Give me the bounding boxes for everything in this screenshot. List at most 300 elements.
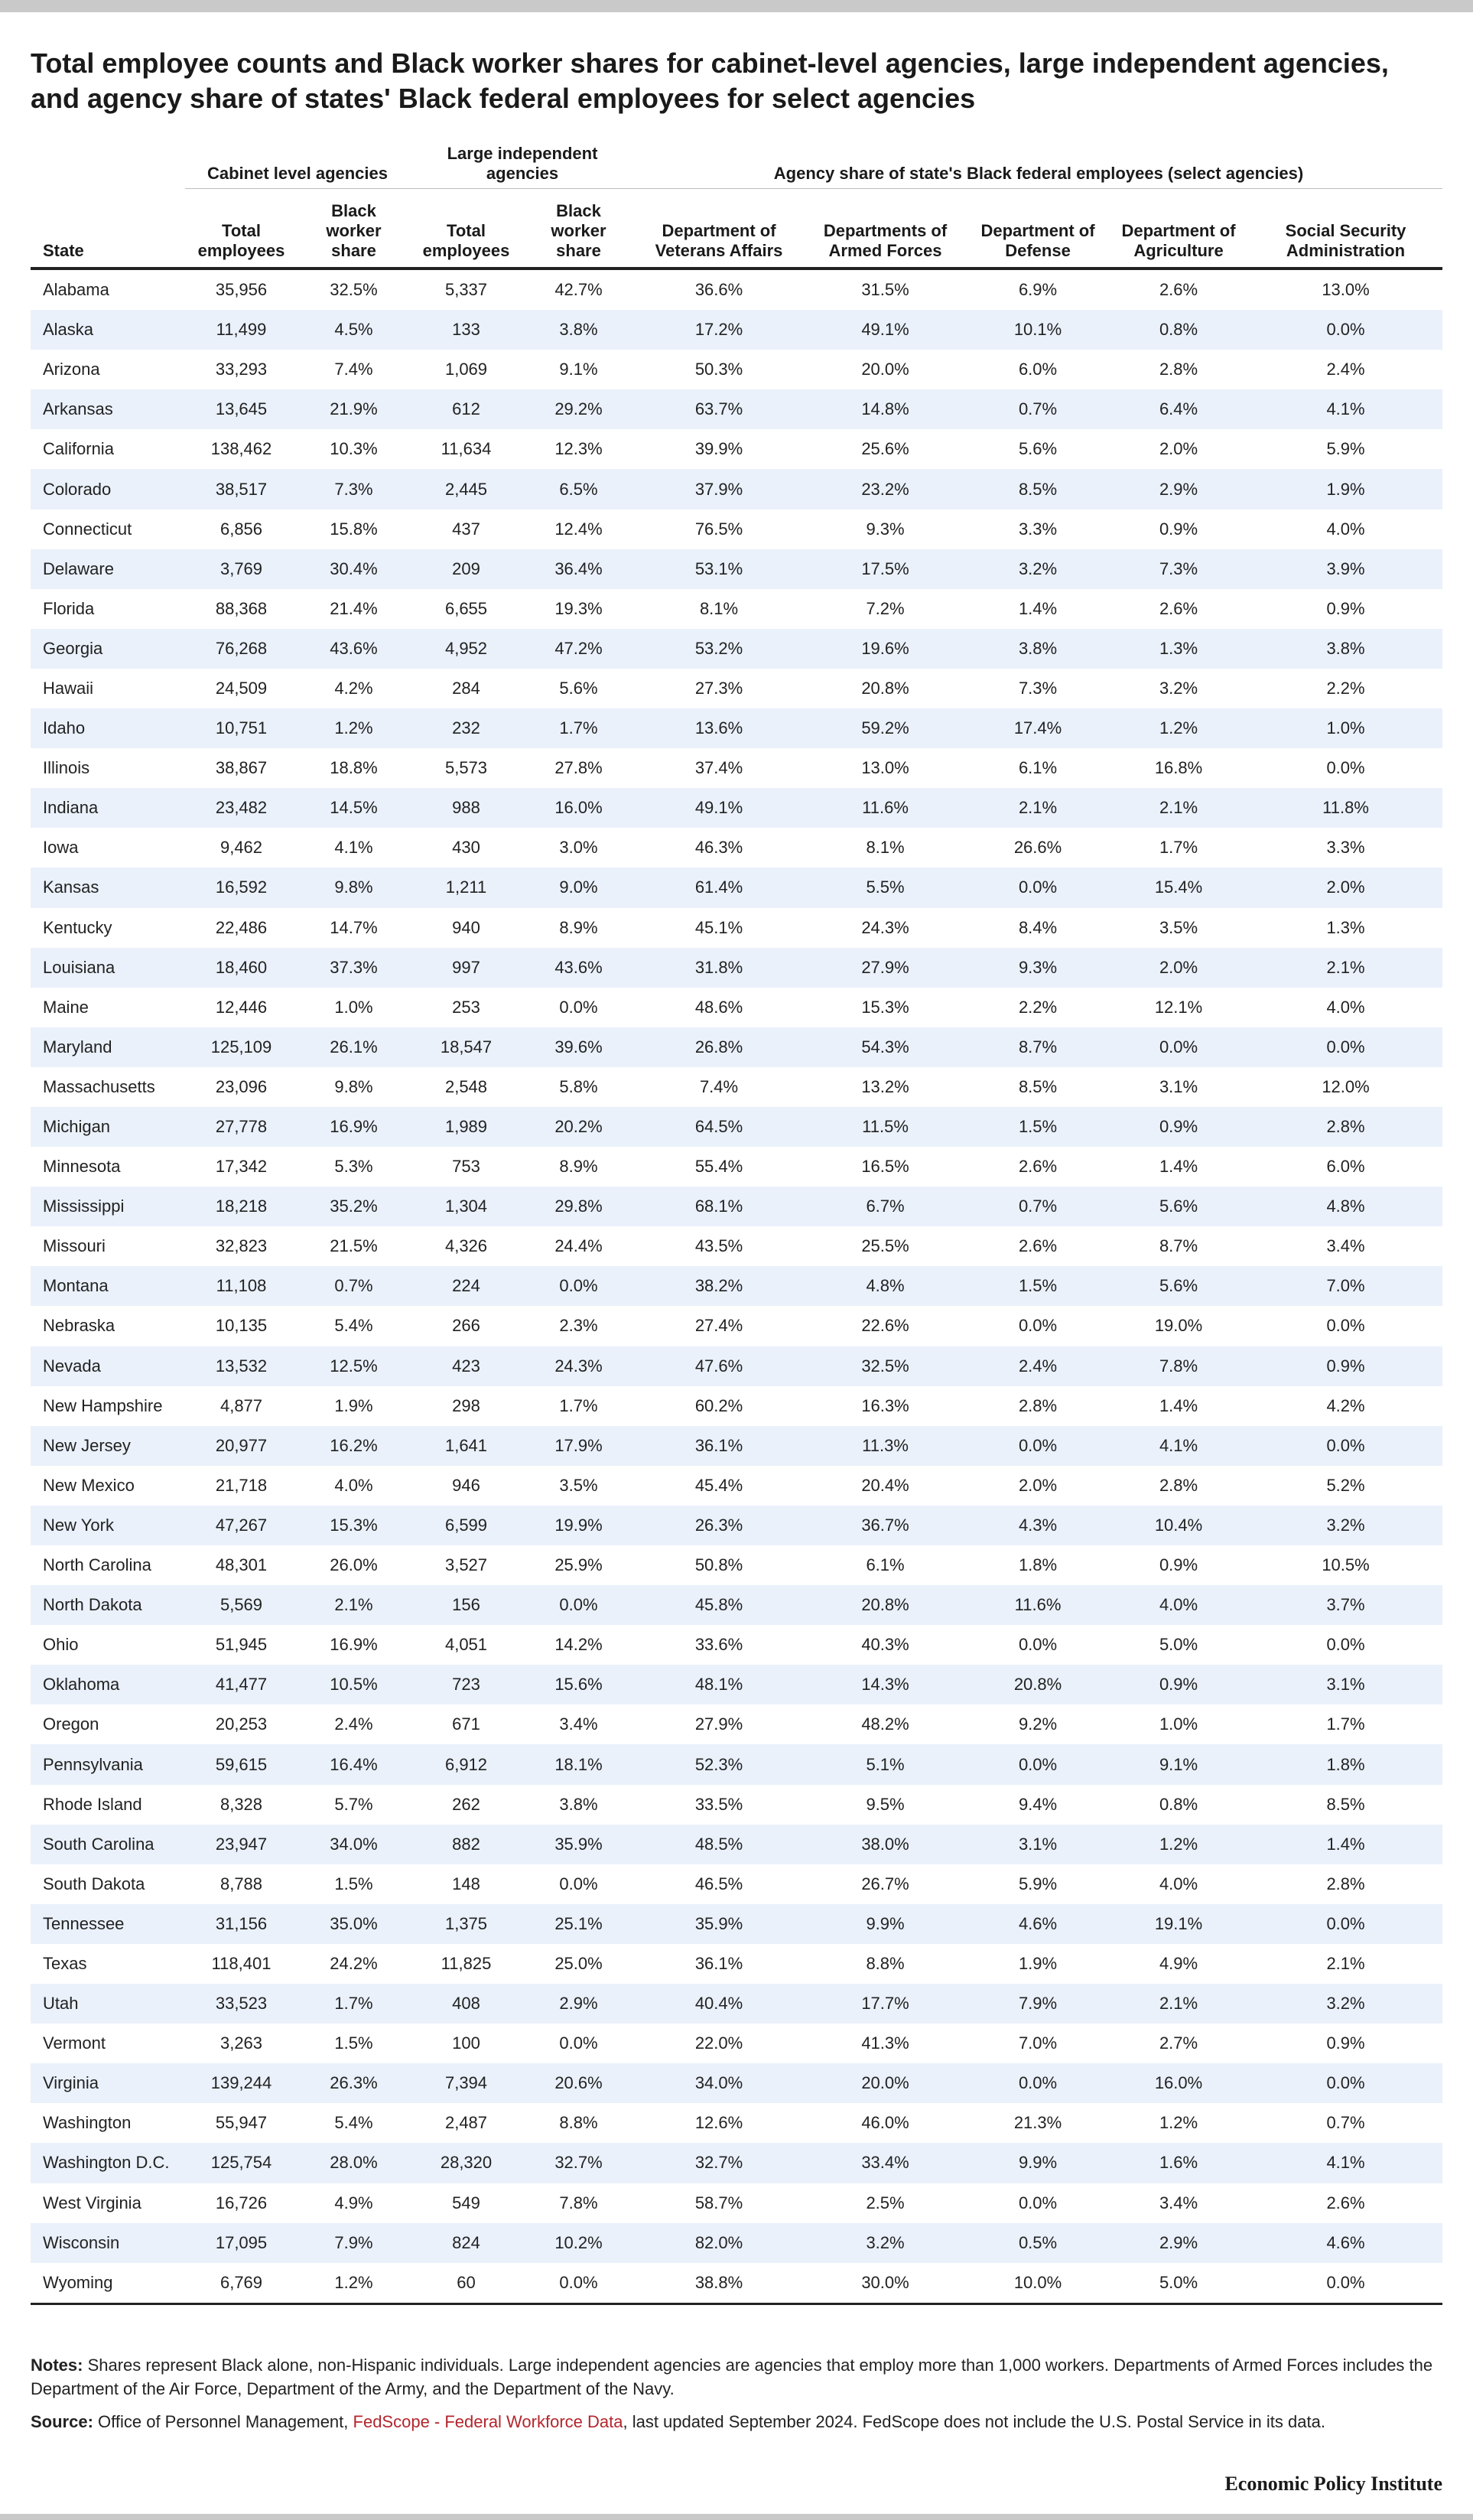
column-header-state: State — [31, 189, 185, 269]
cell-cabinet-total: 16,592 — [185, 868, 298, 907]
cell-agriculture: 5.0% — [1159, 1635, 1198, 1655]
cell-veterans-affairs: 43.5% — [694, 1236, 743, 1256]
data-table — [31, 132, 1442, 2305]
cell-cabinet-total: 13,645 — [185, 389, 298, 429]
cell-independent-black-share: 25.0% — [554, 1953, 603, 1973]
cell-cabinet-total: 138,462 — [210, 439, 272, 459]
cell-independent-total: 423 — [410, 1346, 522, 1386]
cell-ssa: 0.0% — [1326, 1635, 1365, 1655]
cell-cabinet-total: 13,532 — [185, 1346, 298, 1386]
cell-state: Hawaii — [43, 678, 94, 698]
cell-veterans-affairs: 35.9% — [635, 1904, 803, 1944]
cell-armed-forces: 27.9% — [803, 948, 967, 988]
cell-agriculture: 0.9% — [1108, 1665, 1249, 1704]
cell-veterans-affairs: 55.4% — [694, 1157, 743, 1177]
cell-independent-total: 1,989 — [410, 1107, 522, 1147]
cell-veterans-affairs: 32.7% — [635, 2143, 803, 2183]
cell-armed-forces: 14.8% — [803, 389, 967, 429]
table-row — [31, 2063, 1442, 2103]
cell-independent-total: 408 — [410, 1984, 522, 2023]
cell-ssa: 4.8% — [1249, 1187, 1442, 1226]
cell-state: Texas — [43, 1953, 87, 1973]
cell-independent-total: 671 — [452, 1714, 480, 1734]
cell-agriculture: 2.8% — [1159, 360, 1198, 379]
cell-state: Washington D.C. — [31, 2143, 185, 2183]
cell-cabinet-black-share: 26.1% — [298, 1027, 410, 1067]
cell-armed-forces: 2.5% — [866, 2193, 905, 2212]
cell-independent-black-share: 8.9% — [559, 1157, 598, 1177]
cell-ssa: 4.1% — [1249, 389, 1442, 429]
cell-veterans-affairs: 53.2% — [635, 629, 803, 669]
table-row — [31, 1027, 1442, 1067]
cell-state: Mississippi — [31, 1187, 185, 1226]
cell-state: Ohio — [43, 1635, 79, 1655]
table-row — [31, 2103, 1442, 2143]
cell-cabinet-total: 4,877 — [219, 1395, 263, 1415]
cell-veterans-affairs: 38.2% — [635, 1266, 803, 1306]
cell-agriculture: 4.0% — [1108, 1585, 1249, 1625]
table-row — [31, 2023, 1442, 2063]
cell-state: Illinois — [43, 758, 90, 778]
cell-state: North Dakota — [31, 1585, 185, 1625]
table-row — [31, 269, 1442, 310]
cell-armed-forces: 20.4% — [861, 1475, 909, 1495]
cell-cabinet-black-share: 21.4% — [330, 598, 378, 618]
cell-ssa: 0.7% — [1326, 2113, 1365, 2133]
cell-independent-total: 6,599 — [410, 1506, 522, 1545]
cell-ssa: 8.5% — [1326, 1794, 1365, 1814]
cell-cabinet-total: 23,482 — [185, 788, 298, 828]
cell-armed-forces: 24.3% — [861, 917, 909, 937]
cell-independent-black-share: 14.2% — [554, 1635, 603, 1655]
cell-independent-total: 6,655 — [444, 598, 488, 618]
cell-veterans-affairs: 8.1% — [699, 598, 739, 618]
cell-veterans-affairs: 48.1% — [635, 1665, 803, 1704]
cell-cabinet-black-share: 12.5% — [298, 1346, 410, 1386]
cell-agriculture: 10.4% — [1108, 1506, 1249, 1545]
cell-defense: 0.0% — [967, 868, 1108, 907]
cell-cabinet-total: 18,460 — [185, 948, 298, 988]
cell-cabinet-total: 3,769 — [185, 549, 298, 589]
cell-independent-black-share: 18.1% — [522, 1744, 635, 1784]
cell-cabinet-black-share: 15.8% — [330, 519, 378, 539]
cell-armed-forces: 14.3% — [803, 1665, 967, 1704]
cell-state: New Mexico — [43, 1475, 135, 1495]
cell-agriculture: 1.2% — [1108, 1825, 1249, 1864]
cell-armed-forces: 7.2% — [866, 598, 905, 618]
table-row — [31, 868, 1442, 907]
cell-veterans-affairs: 26.8% — [635, 1027, 803, 1067]
cell-agriculture: 0.9% — [1159, 519, 1198, 539]
cell-agriculture: 1.0% — [1159, 1714, 1198, 1734]
cell-agriculture: 4.9% — [1159, 1953, 1198, 1973]
cell-ssa: 4.6% — [1249, 2223, 1442, 2263]
cell-veterans-affairs: 26.3% — [635, 1506, 803, 1545]
table-row — [31, 1944, 1442, 1984]
cell-armed-forces: 20.8% — [861, 678, 909, 698]
cell-state: Maine — [43, 997, 89, 1017]
cell-defense: 8.7% — [967, 1027, 1108, 1067]
cell-ssa: 1.4% — [1249, 1825, 1442, 1864]
cell-independent-total: 11,825 — [441, 1953, 492, 1973]
cell-defense: 7.9% — [967, 1984, 1108, 2023]
cell-veterans-affairs: 50.8% — [694, 1555, 743, 1575]
cell-cabinet-black-share: 9.8% — [334, 1076, 373, 1096]
cell-independent-black-share: 0.0% — [559, 2033, 598, 2053]
cell-veterans-affairs: 52.3% — [635, 1744, 803, 1784]
cell-veterans-affairs: 36.1% — [694, 1953, 743, 1973]
cell-ssa: 0.9% — [1326, 598, 1365, 618]
cell-independent-total: 156 — [410, 1585, 522, 1625]
cell-independent-total: 612 — [410, 389, 522, 429]
cell-independent-total: 224 — [410, 1266, 522, 1306]
cell-cabinet-total: 24,509 — [215, 678, 268, 698]
table-row — [31, 2223, 1442, 2263]
cell-agriculture: 2.7% — [1159, 2033, 1198, 2053]
cell-armed-forces: 46.0% — [861, 2113, 909, 2133]
cell-state: Tennessee — [31, 1904, 185, 1944]
cell-ssa: 13.0% — [1322, 280, 1370, 300]
cell-state: Connecticut — [43, 519, 132, 539]
cell-ssa: 2.1% — [1326, 1953, 1365, 1973]
cell-armed-forces: 5.5% — [803, 868, 967, 907]
cell-state: New Jersey — [31, 1426, 185, 1466]
table-row — [31, 948, 1442, 988]
cell-agriculture: 3.2% — [1159, 678, 1198, 698]
group-header-agency-share: Agency share of state's Black federal employees (select agencies) — [635, 132, 1442, 189]
column-header-defense: Department of Defense — [967, 189, 1108, 269]
cell-ssa: 2.0% — [1249, 868, 1442, 907]
cell-state: Indiana — [31, 788, 185, 828]
table-row — [31, 2183, 1442, 2223]
cell-defense: 0.0% — [1018, 2193, 1058, 2212]
cell-cabinet-black-share: 4.1% — [334, 838, 373, 858]
cell-independent-black-share: 29.8% — [522, 1187, 635, 1226]
cell-agriculture: 1.6% — [1108, 2143, 1249, 2183]
cell-cabinet-black-share: 0.7% — [298, 1266, 410, 1306]
cell-defense: 21.3% — [1013, 2113, 1062, 2133]
cell-agriculture: 5.6% — [1108, 1266, 1249, 1306]
cell-independent-total: 7,394 — [410, 2063, 522, 2103]
chart-title: Total employee counts and Black worker shares for cabinet-level agencies, large independent agencies, and agency share of states' Black federal employees for select agencies — [31, 47, 1389, 114]
cell-state: Montana — [31, 1266, 185, 1306]
cell-armed-forces: 25.5% — [861, 1236, 909, 1256]
column-header-armed-forces: Departments of Armed Forces — [803, 189, 967, 269]
footnotes — [31, 2353, 1442, 2443]
cell-agriculture: 1.4% — [1159, 1395, 1198, 1415]
cell-defense: 26.6% — [1013, 838, 1062, 858]
cell-cabinet-black-share: 34.0% — [298, 1825, 410, 1864]
top-border-bar — [0, 0, 1473, 12]
cell-defense: 1.8% — [1018, 1555, 1058, 1575]
cell-cabinet-black-share: 43.6% — [298, 629, 410, 669]
cell-independent-black-share: 17.9% — [522, 1426, 635, 1466]
cell-ssa: 0.0% — [1249, 2263, 1442, 2304]
cell-ssa: 10.5% — [1322, 1555, 1370, 1575]
cell-state: South Carolina — [31, 1825, 185, 1864]
cell-independent-total: 100 — [452, 2033, 480, 2053]
cell-state: Nevada — [31, 1346, 185, 1386]
cell-independent-total: 2,548 — [444, 1076, 488, 1096]
cell-cabinet-black-share: 5.3% — [334, 1157, 373, 1177]
cell-independent-total: 4,051 — [444, 1635, 488, 1655]
cell-agriculture: 3.5% — [1159, 917, 1198, 937]
cell-state: Delaware — [31, 549, 185, 589]
cell-independent-black-share: 2.9% — [522, 1984, 635, 2023]
cell-agriculture: 0.9% — [1159, 1555, 1198, 1575]
cell-independent-total: 209 — [410, 549, 522, 589]
cell-agriculture: 2.1% — [1108, 788, 1249, 828]
cell-state: Vermont — [43, 2033, 106, 2053]
cell-veterans-affairs: 68.1% — [635, 1187, 803, 1226]
cell-independent-total: 940 — [452, 917, 480, 937]
cell-armed-forces: 54.3% — [803, 1027, 967, 1067]
cell-defense: 0.0% — [1018, 1635, 1058, 1655]
cell-state: Minnesota — [43, 1157, 121, 1177]
table-row — [31, 2263, 1442, 2304]
cell-armed-forces: 38.0% — [803, 1825, 967, 1864]
table-row — [31, 708, 1442, 748]
cell-state: New Hampshire — [43, 1395, 163, 1415]
cell-cabinet-black-share: 35.2% — [298, 1187, 410, 1226]
cell-cabinet-total: 27,778 — [185, 1107, 298, 1147]
cell-agriculture: 12.1% — [1154, 997, 1203, 1017]
cell-cabinet-total: 76,268 — [185, 629, 298, 669]
cell-ssa: 7.0% — [1249, 1266, 1442, 1306]
cell-state: Washington — [43, 2113, 132, 2133]
cell-defense: 0.0% — [967, 2063, 1108, 2103]
cell-defense: 8.4% — [1018, 917, 1058, 937]
table-row — [31, 1306, 1442, 1346]
cell-cabinet-black-share: 15.3% — [298, 1506, 410, 1545]
source-text-post: , last updated September 2024. FedScope does not include the U.S. Postal Service in its data. — [623, 2412, 1325, 2431]
cell-independent-total: 148 — [452, 1874, 480, 1893]
cell-armed-forces: 20.0% — [803, 2063, 967, 2103]
column-header-agriculture: Department of Agriculture — [1108, 189, 1249, 269]
cell-cabinet-black-share: 1.2% — [298, 2263, 410, 2304]
cell-independent-total: 133 — [410, 310, 522, 350]
cell-armed-forces: 31.5% — [861, 280, 909, 300]
cell-defense: 2.0% — [1018, 1475, 1058, 1495]
cell-defense: 2.2% — [1018, 997, 1058, 1017]
cell-cabinet-total: 23,947 — [185, 1825, 298, 1864]
group-header-blank — [31, 132, 185, 189]
column-header-cabinet-black-share: Black worker share — [298, 189, 410, 269]
cell-cabinet-total: 33,293 — [215, 360, 268, 379]
cell-cabinet-black-share: 4.5% — [298, 310, 410, 350]
cell-defense: 1.9% — [1018, 1953, 1058, 1973]
cell-defense: 0.5% — [967, 2223, 1108, 2263]
cell-independent-black-share: 15.6% — [522, 1665, 635, 1704]
table-row — [31, 1785, 1442, 1825]
cell-defense: 5.9% — [1018, 1874, 1058, 1893]
cell-armed-forces: 59.2% — [803, 708, 967, 748]
cell-cabinet-total: 22,486 — [215, 917, 268, 937]
table-row — [31, 1665, 1442, 1704]
cell-agriculture: 4.1% — [1108, 1426, 1249, 1466]
cell-independent-black-share: 8.8% — [559, 2113, 598, 2133]
cell-state: Oregon — [43, 1714, 99, 1734]
cell-cabinet-total: 6,856 — [219, 519, 263, 539]
cell-independent-black-share: 5.8% — [559, 1076, 598, 1096]
cell-cabinet-total: 118,401 — [211, 1953, 272, 1973]
notes-label: Notes: — [31, 2356, 83, 2375]
cell-state: South Dakota — [43, 1874, 145, 1893]
brand-logo-text: Economic Policy Institute — [1224, 2473, 1442, 2495]
cell-ssa: 0.0% — [1326, 758, 1365, 778]
cell-armed-forces: 11.3% — [803, 1426, 967, 1466]
cell-state: New York — [31, 1506, 185, 1545]
cell-veterans-affairs: 40.4% — [635, 1984, 803, 2023]
cell-independent-black-share: 24.4% — [554, 1236, 603, 1256]
table-row — [31, 1386, 1442, 1426]
cell-state: Missouri — [43, 1236, 106, 1256]
cell-independent-black-share: 10.2% — [522, 2223, 635, 2263]
source-link[interactable]: FedScope - Federal Workforce Data — [353, 2412, 623, 2431]
cell-independent-total: 824 — [410, 2223, 522, 2263]
cell-veterans-affairs: 47.6% — [635, 1346, 803, 1386]
cell-veterans-affairs: 53.1% — [635, 549, 803, 589]
cell-cabinet-black-share: 26.3% — [298, 2063, 410, 2103]
cell-state: Virginia — [31, 2063, 185, 2103]
cell-armed-forces: 13.0% — [861, 758, 909, 778]
cell-independent-black-share: 1.7% — [522, 708, 635, 748]
cell-independent-total: 253 — [452, 997, 480, 1017]
cell-armed-forces: 8.1% — [866, 838, 905, 858]
cell-agriculture: 2.8% — [1159, 1475, 1198, 1495]
cell-defense: 9.2% — [1018, 1714, 1058, 1734]
cell-independent-total: 882 — [410, 1825, 522, 1864]
cell-agriculture: 2.0% — [1159, 439, 1198, 459]
cell-independent-total: 4,952 — [410, 629, 522, 669]
cell-defense: 7.0% — [1018, 2033, 1058, 2053]
table-row — [31, 1984, 1442, 2023]
cell-cabinet-total: 51,945 — [215, 1635, 268, 1655]
cell-independent-black-share: 3.8% — [559, 1794, 598, 1814]
cell-armed-forces: 9.3% — [866, 519, 905, 539]
cell-armed-forces: 13.2% — [861, 1076, 909, 1096]
cell-cabinet-black-share: 37.3% — [298, 948, 410, 988]
cell-armed-forces: 30.0% — [803, 2263, 967, 2304]
column-header-independent-black-share: Black worker share — [522, 189, 635, 269]
cell-state: Georgia — [31, 629, 185, 669]
cell-cabinet-total: 20,253 — [215, 1714, 268, 1734]
cell-agriculture: 7.8% — [1108, 1346, 1249, 1386]
cell-independent-total: 997 — [410, 948, 522, 988]
cell-defense: 3.3% — [1018, 519, 1058, 539]
cell-independent-black-share: 25.1% — [522, 1904, 635, 1944]
cell-veterans-affairs: 76.5% — [694, 519, 743, 539]
table-row — [31, 1904, 1442, 1944]
cell-cabinet-black-share: 1.5% — [334, 1874, 373, 1893]
cell-veterans-affairs: 45.4% — [694, 1475, 743, 1495]
cell-cabinet-total: 88,368 — [215, 598, 268, 618]
cell-armed-forces: 11.6% — [803, 788, 967, 828]
cell-independent-total: 753 — [452, 1157, 480, 1177]
cell-ssa: 2.8% — [1249, 1107, 1442, 1147]
cell-ssa: 3.8% — [1249, 629, 1442, 669]
cell-cabinet-total: 11,108 — [185, 1266, 298, 1306]
cell-independent-black-share: 6.5% — [522, 469, 635, 509]
table-row — [31, 1704, 1442, 1744]
cell-state: North Carolina — [43, 1555, 151, 1575]
table-row — [31, 669, 1442, 708]
cell-defense: 2.6% — [1018, 1157, 1058, 1177]
table-row — [31, 988, 1442, 1027]
cell-cabinet-black-share: 16.9% — [298, 1107, 410, 1147]
cell-state: California — [43, 439, 114, 459]
cell-veterans-affairs: 27.4% — [694, 1316, 743, 1336]
cell-armed-forces: 20.0% — [861, 360, 909, 379]
cell-defense: 4.3% — [967, 1506, 1108, 1545]
table-row — [31, 1266, 1442, 1306]
table-row — [31, 1226, 1442, 1266]
cell-defense: 2.6% — [1018, 1236, 1058, 1256]
cell-cabinet-total: 38,517 — [185, 469, 298, 509]
cell-defense: 9.4% — [1018, 1794, 1058, 1814]
table-row — [31, 1545, 1442, 1585]
cell-veterans-affairs: 45.1% — [694, 917, 743, 937]
cell-independent-total: 3,527 — [444, 1555, 488, 1575]
cell-cabinet-black-share: 4.0% — [334, 1475, 373, 1495]
cell-state: Arizona — [43, 360, 100, 379]
cell-agriculture: 3.4% — [1159, 2193, 1198, 2212]
cell-ssa: 1.0% — [1249, 708, 1442, 748]
cell-agriculture: 0.8% — [1108, 310, 1249, 350]
notes-paragraph — [31, 2353, 1442, 2401]
cell-cabinet-black-share: 1.0% — [334, 997, 373, 1017]
cell-ssa: 0.0% — [1249, 2063, 1442, 2103]
table-row — [31, 589, 1442, 629]
cell-cabinet-black-share: 28.0% — [298, 2143, 410, 2183]
cell-agriculture: 1.4% — [1159, 1157, 1198, 1177]
cell-agriculture: 2.6% — [1159, 598, 1198, 618]
cell-defense: 9.3% — [967, 948, 1108, 988]
cell-agriculture: 0.8% — [1159, 1794, 1198, 1814]
column-header-veterans-affairs: Department of Veterans Affairs — [635, 189, 803, 269]
cell-ssa: 0.0% — [1249, 1027, 1442, 1067]
table-row — [31, 1506, 1442, 1545]
group-header-independent: Large independent agencies — [410, 132, 635, 189]
cell-state: Michigan — [31, 1107, 185, 1147]
cell-cabinet-black-share: 32.5% — [330, 280, 378, 300]
cell-defense: 17.4% — [967, 708, 1108, 748]
cell-veterans-affairs: 60.2% — [694, 1395, 743, 1415]
cell-state: Idaho — [31, 708, 185, 748]
cell-veterans-affairs: 63.7% — [635, 389, 803, 429]
cell-independent-black-share: 39.6% — [522, 1027, 635, 1067]
notes-text: Shares represent Black alone, non-Hispanic individuals. Large independent agencies are agencies that employ more than 1,000 workers. Departments of Armed Forces includes the Department of the Air Force, Department of the Army, and the Department of the Navy. — [31, 2356, 1433, 2398]
cell-defense: 2.4% — [967, 1346, 1108, 1386]
cell-independent-total: 5,337 — [444, 280, 488, 300]
cell-agriculture: 2.6% — [1159, 280, 1198, 300]
cell-independent-black-share: 1.7% — [559, 1395, 598, 1415]
cell-defense: 0.0% — [1018, 1316, 1058, 1336]
cell-agriculture: 1.2% — [1159, 2113, 1198, 2133]
cell-state: Arkansas — [31, 389, 185, 429]
cell-veterans-affairs: 46.3% — [694, 838, 743, 858]
table-body — [31, 269, 1442, 2303]
cell-veterans-affairs: 49.1% — [635, 788, 803, 828]
cell-independent-total: 60 — [410, 2263, 522, 2304]
cell-veterans-affairs: 48.6% — [694, 997, 743, 1017]
cell-ssa: 5.2% — [1326, 1475, 1365, 1495]
cell-agriculture: 6.4% — [1108, 389, 1249, 429]
cell-cabinet-black-share: 16.2% — [298, 1426, 410, 1466]
cell-veterans-affairs: 46.5% — [694, 1874, 743, 1893]
cell-independent-total: 1,304 — [410, 1187, 522, 1226]
cell-agriculture: 1.2% — [1108, 708, 1249, 748]
